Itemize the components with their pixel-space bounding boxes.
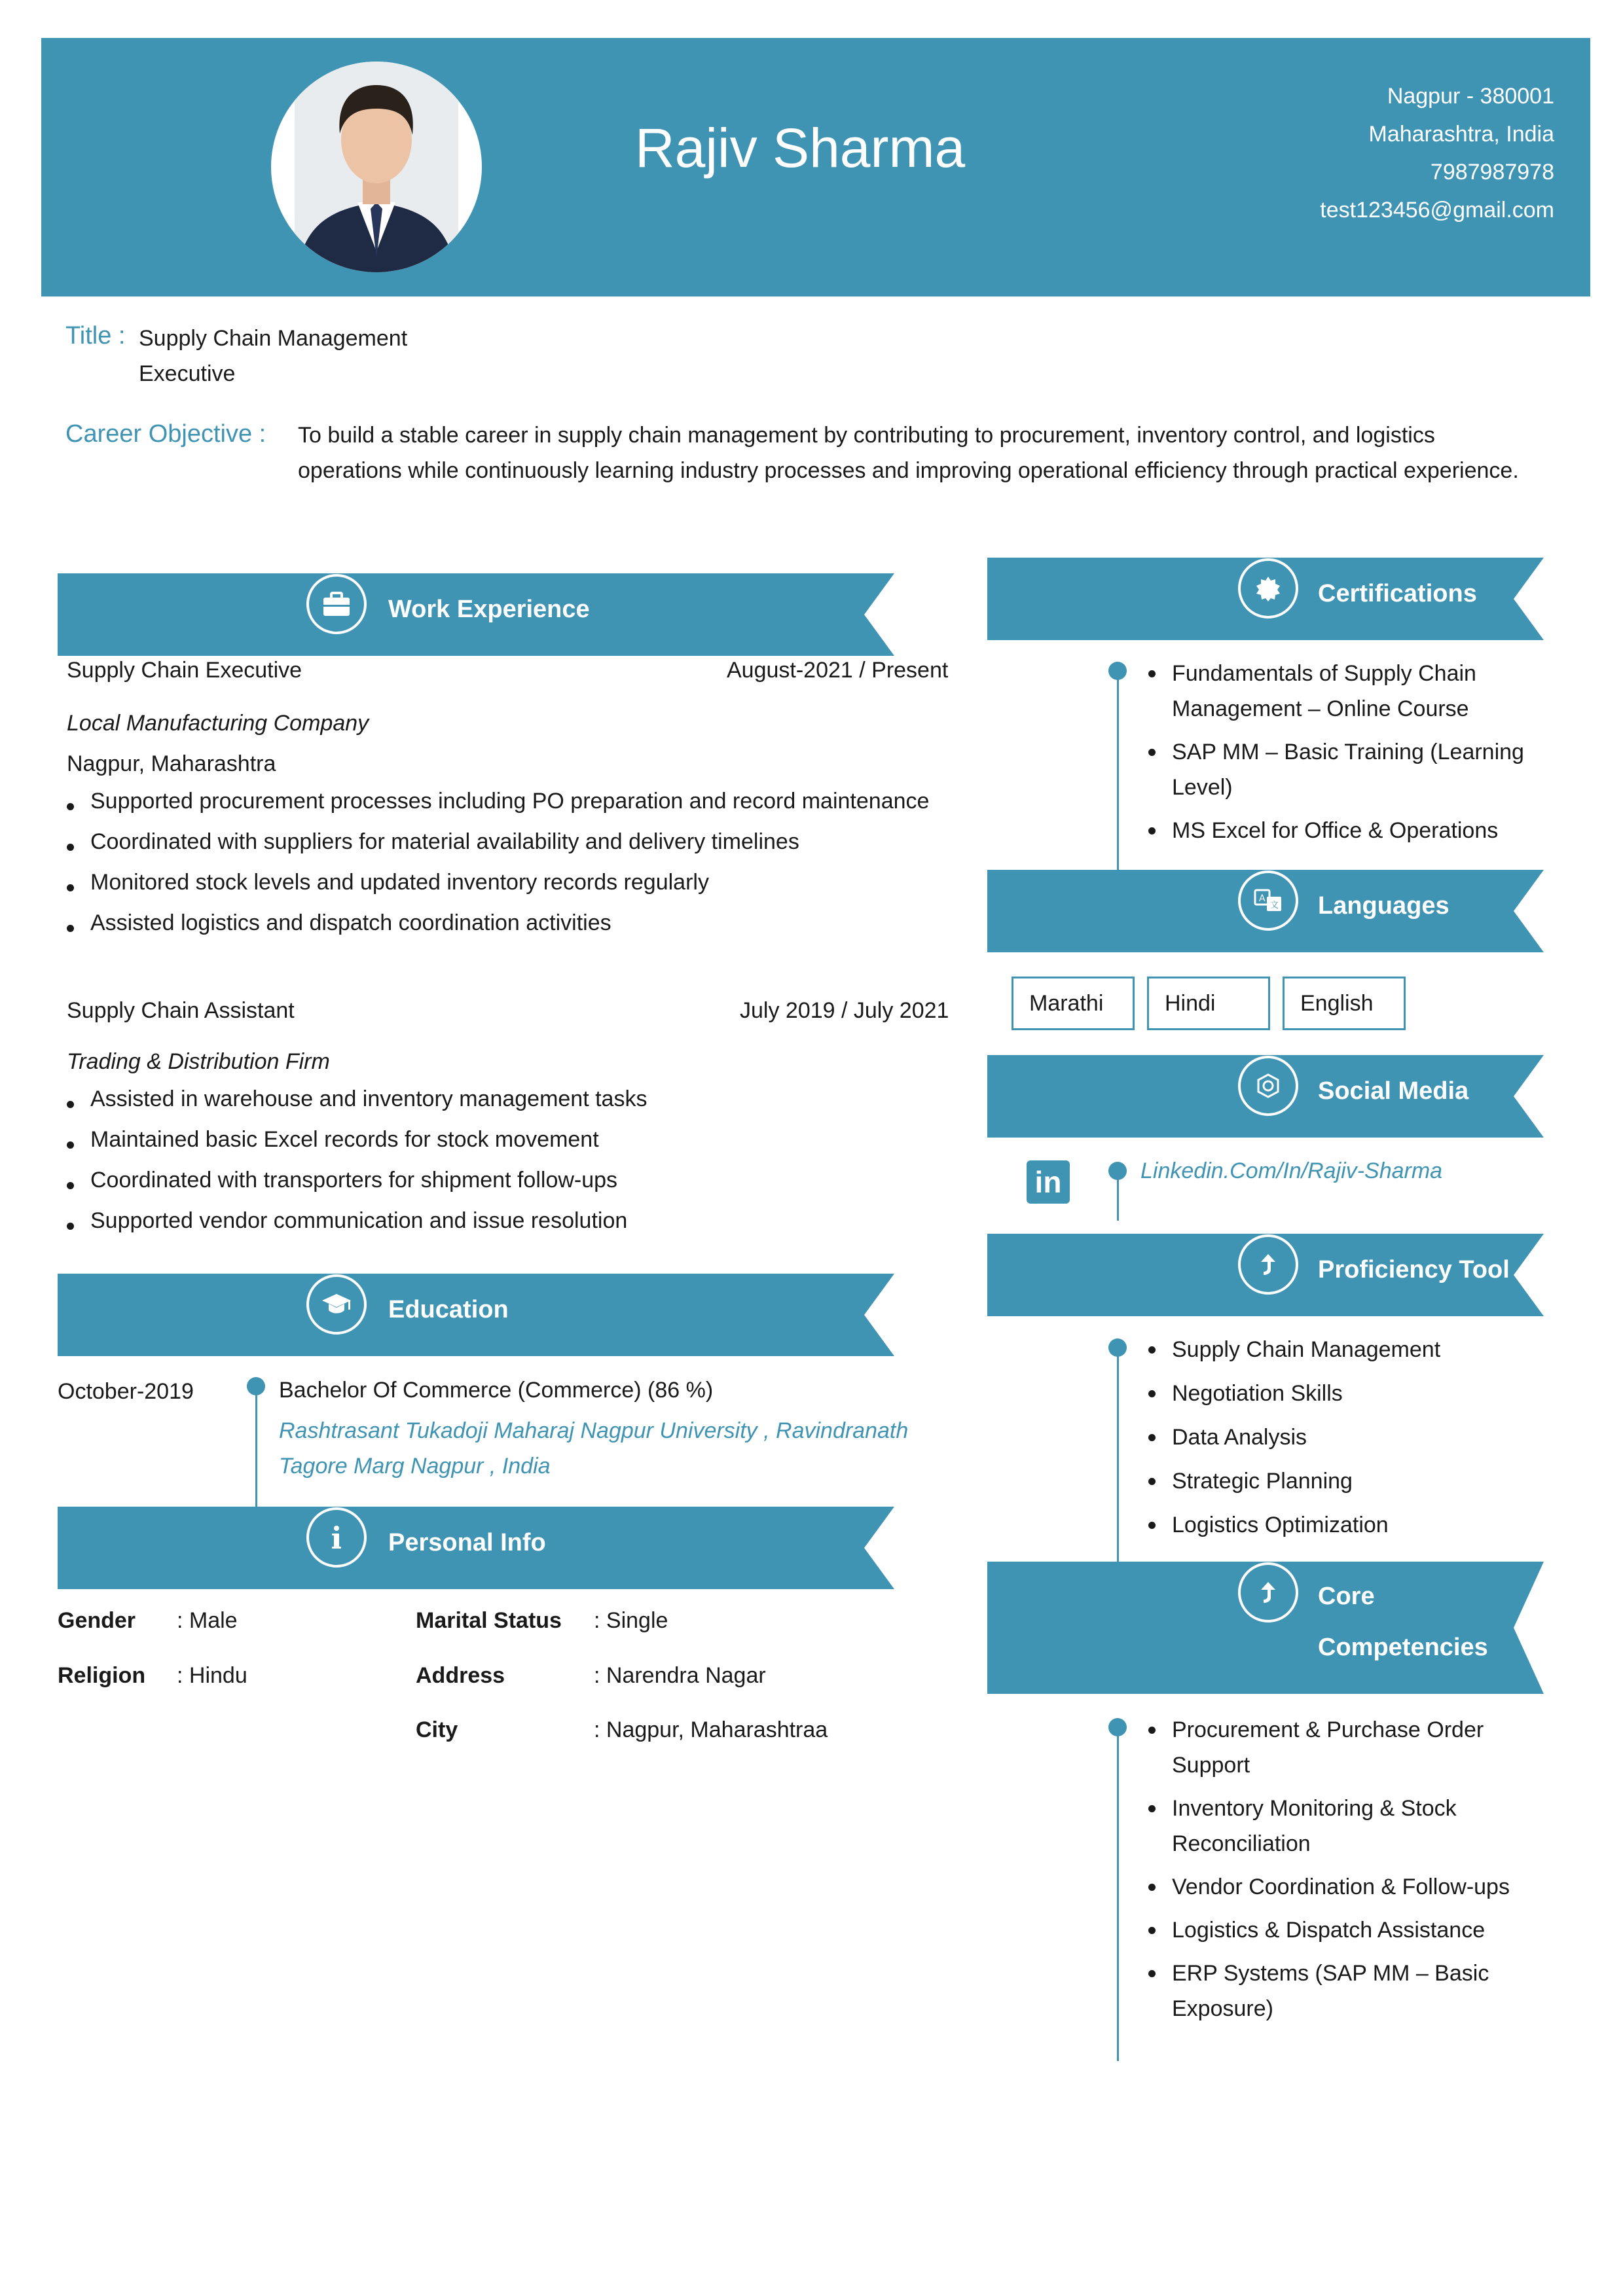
timeline-line — [1117, 671, 1119, 870]
list-item: Assisted in warehouse and inventory management tasks — [65, 1086, 949, 1127]
contact-phone[interactable]: 7987987978 — [1430, 160, 1554, 185]
gender-label: Gender — [58, 1608, 136, 1633]
candidate-name: Rajiv Sharma — [635, 117, 966, 179]
list-item: Maintained basic Excel records for stock movement — [65, 1127, 949, 1168]
personal-info-title: Personal Info — [388, 1529, 546, 1556]
banner-notch — [864, 573, 894, 656]
education-banner — [58, 1274, 894, 1356]
contact-city: Nagpur - 380001 — [1387, 84, 1554, 109]
profile-photo — [271, 62, 482, 272]
list-item-line: Support — [1172, 1753, 1250, 1778]
list-item: Coordinated with suppliers for material availability and delivery timelines — [65, 829, 949, 870]
timeline-line — [1117, 1171, 1119, 1221]
list-item-line: Logistics & Dispatch Assistance — [1172, 1918, 1486, 1943]
banner-notch — [1514, 1562, 1544, 1694]
education-degree: Bachelor Of Commerce (Commerce) (86 %) — [279, 1378, 714, 1403]
list-item-line: Exposure) — [1172, 1996, 1273, 2021]
timeline-line — [255, 1386, 257, 1507]
personal-info-banner — [58, 1507, 894, 1589]
list-item-line: Procurement & Purchase Order — [1172, 1717, 1484, 1742]
contact-block — [1320, 77, 1554, 229]
proficiency-tool-title: Proficiency Tool — [1318, 1256, 1510, 1283]
list-item-line: Reconciliation — [1172, 1831, 1311, 1856]
education-title: Education — [388, 1296, 509, 1323]
list-item: Coordinated with transporters for shipment follow-ups — [65, 1168, 949, 1208]
list-item: Monitored stock levels and updated inventory records regularly — [65, 870, 949, 910]
education-date: October-2019 — [58, 1379, 194, 1404]
list-item — [1147, 1791, 1553, 1861]
objective-line: operations while continuously learning industry processes and improving operational efficiency through practical experience. — [298, 458, 1519, 483]
list-item — [1147, 1869, 1553, 1905]
religion-value: : Hindu — [177, 1663, 247, 1688]
banner-notch — [864, 1274, 894, 1356]
job-company: Local Manufacturing Company — [67, 711, 369, 736]
language-tag: Hindi — [1147, 977, 1270, 1030]
work-experience-banner — [58, 573, 894, 656]
proficiency-list — [1147, 1332, 1553, 1551]
city-label: City — [416, 1717, 458, 1742]
core-competencies-title: Core — [1318, 1583, 1375, 1610]
job-location: Nagpur, Maharashtra — [67, 751, 276, 776]
svg-text:A: A — [1259, 893, 1266, 904]
list-item: Supported procurement processes including PO preparation and record maintenance — [65, 789, 949, 829]
header-banner — [41, 38, 1590, 296]
list-item-line: Fundamentals of Supply Chain — [1172, 661, 1476, 686]
core-competencies-title: Competencies — [1318, 1634, 1488, 1661]
arrow-up-icon — [1238, 1234, 1298, 1295]
globe-icon — [1238, 1056, 1298, 1116]
job-bullets — [65, 1086, 949, 1249]
list-item-line: Management – Online Course — [1172, 696, 1469, 721]
list-item-line: ERP Systems (SAP MM – Basic — [1172, 1961, 1489, 1986]
job-role: Supply Chain Assistant — [67, 998, 295, 1023]
list-item: Data Analysis — [1147, 1420, 1553, 1463]
translate-icon — [1238, 870, 1298, 931]
marital-value: : Single — [594, 1608, 668, 1633]
title-value — [139, 321, 440, 391]
job-bullets — [65, 789, 949, 951]
list-item — [1147, 1712, 1553, 1783]
banner-notch — [1514, 870, 1544, 952]
competencies-list — [1147, 1712, 1553, 2026]
list-item: Supported vendor communication and issue resolution — [65, 1208, 949, 1249]
objective-text — [298, 418, 1568, 488]
job-role: Supply Chain Executive — [67, 658, 302, 683]
graduation-cap-icon — [306, 1274, 367, 1335]
banner-notch — [1514, 558, 1544, 640]
list-item: Assisted logistics and dispatch coordination activities — [65, 910, 949, 951]
list-item-line: MS Excel for Office & Operations — [1172, 818, 1499, 843]
contact-state: Maharashtra, India — [1368, 122, 1554, 147]
work-experience-title: Work Experience — [388, 596, 590, 623]
info-icon — [306, 1507, 367, 1568]
job-company: Trading & Distribution Firm — [67, 1049, 330, 1074]
list-item — [1147, 813, 1553, 848]
list-item: Strategic Planning — [1147, 1463, 1553, 1507]
proficiency-tool-banner — [987, 1234, 1544, 1316]
address-label: Address — [416, 1663, 505, 1688]
core-competencies-banner — [987, 1562, 1544, 1694]
marital-label: Marital Status — [416, 1608, 562, 1633]
language-tag: English — [1283, 977, 1406, 1030]
list-item — [1147, 1912, 1553, 1948]
list-item-line: Vendor Coordination & Follow-ups — [1172, 1874, 1510, 1899]
objective-label: Career Objective : — [65, 420, 266, 448]
contact-email[interactable]: test123456@gmail.com — [1320, 198, 1554, 223]
timeline-line — [1117, 1727, 1119, 2061]
list-item — [1147, 734, 1553, 805]
list-item: Negotiation Skills — [1147, 1376, 1553, 1420]
address-value: : Narendra Nagar — [594, 1663, 766, 1688]
briefcase-icon — [306, 574, 367, 634]
list-item: Supply Chain Management — [1147, 1332, 1553, 1376]
arrow-up-icon — [1238, 1562, 1298, 1623]
language-tag: Marathi — [1012, 977, 1135, 1030]
social-media-title: Social Media — [1318, 1077, 1469, 1105]
religion-label: Religion — [58, 1663, 146, 1688]
languages-banner — [987, 870, 1544, 952]
title-value-line: Supply Chain Management — [139, 326, 408, 351]
banner-notch — [1514, 1234, 1544, 1316]
gender-value: : Male — [177, 1608, 238, 1633]
title-value-line: Executive — [139, 361, 236, 386]
badge-icon — [1238, 558, 1298, 619]
title-label: Title : — [65, 322, 126, 350]
social-media-banner — [987, 1055, 1544, 1138]
certifications-list — [1147, 656, 1553, 848]
list-item — [1147, 656, 1553, 726]
list-item-line: Level) — [1172, 775, 1233, 800]
linkedin-link[interactable]: Linkedin.Com/In/Rajiv-Sharma — [1140, 1158, 1443, 1183]
list-item-line: SAP MM – Basic Training (Learning — [1172, 740, 1524, 764]
certifications-banner — [987, 558, 1544, 640]
list-item — [1147, 1956, 1553, 2026]
linkedin-icon[interactable]: in — [1027, 1160, 1070, 1204]
education-school: Rashtrasant Tukadoji Maharaj Nagpur University , Ravindranath — [279, 1418, 909, 1443]
banner-notch — [864, 1507, 894, 1589]
certifications-title: Certifications — [1318, 580, 1477, 607]
list-item-line: Inventory Monitoring & Stock — [1172, 1796, 1457, 1821]
languages-title: Languages — [1318, 892, 1450, 920]
education-school: Tagore Marg Nagpur , India — [279, 1454, 551, 1479]
banner-notch — [1514, 1055, 1544, 1138]
objective-line: To build a stable career in supply chain management by contributing to procurement, inventory control, and logistics — [298, 423, 1435, 448]
job-dates: July 2019 / July 2021 — [740, 998, 949, 1023]
job-dates: August-2021 / Present — [727, 658, 949, 683]
city-value: : Nagpur, Maharashtraa — [594, 1717, 828, 1742]
svg-text:文: 文 — [1270, 901, 1279, 910]
list-item: Logistics Optimization — [1147, 1507, 1553, 1551]
timeline-line — [1117, 1348, 1119, 1562]
